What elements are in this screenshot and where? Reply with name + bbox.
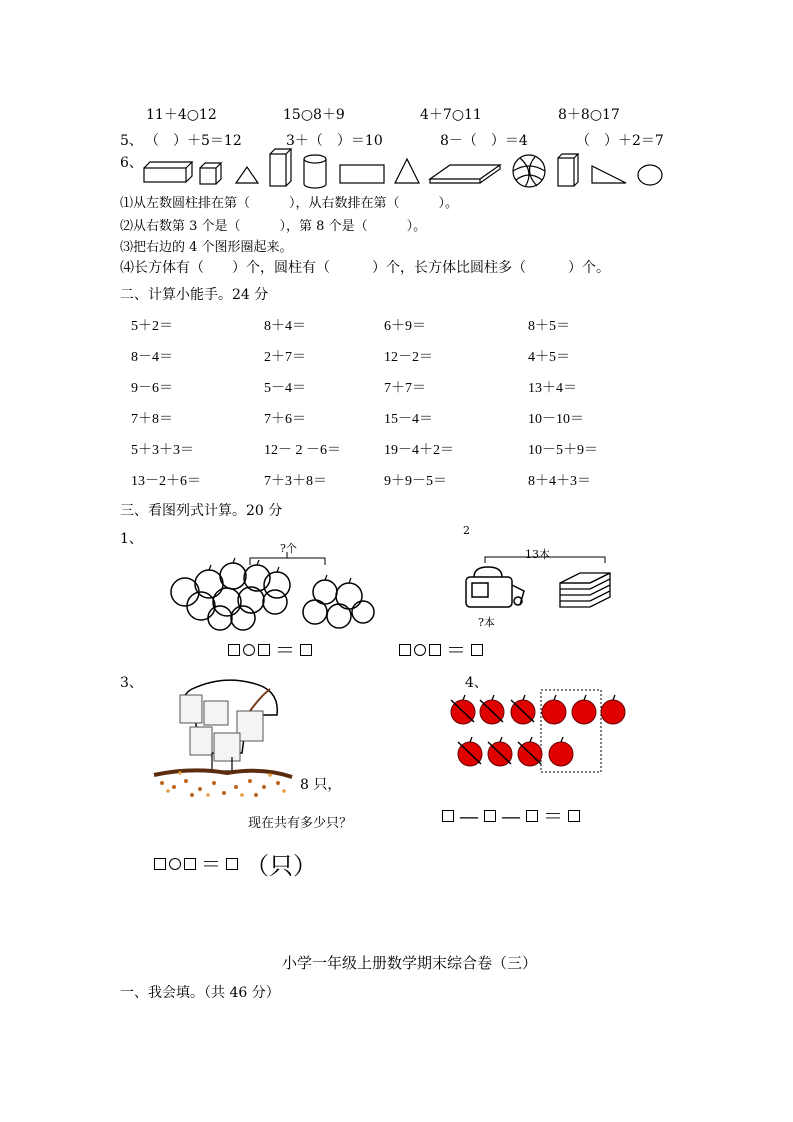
triangle-icon — [236, 167, 258, 183]
calc-item: 7＋6＝ — [264, 412, 306, 427]
problem4-number: 4、 — [465, 675, 488, 691]
cuboid-icon — [144, 162, 192, 182]
q5-item-4: （ ）＋2＝7 — [576, 133, 664, 149]
problem1-number: 1、 — [120, 531, 143, 547]
q6-sub-4: ⑷长方体有（ ）个，圆柱有（ ）个，长方体比圆柱多（ ）个。 — [120, 260, 610, 276]
problem2-number: 2 — [463, 524, 470, 537]
calc-item: 19－4＋2＝ — [384, 443, 454, 458]
compare-2: 15○8＋9 — [283, 107, 345, 123]
problem2-formula — [399, 638, 483, 662]
calc-item: 5＋3＋3＝ — [131, 443, 194, 458]
operator-circle[interactable] — [243, 644, 255, 656]
answer-box[interactable] — [526, 810, 538, 822]
flat-cuboid-icon — [430, 165, 500, 183]
calc-item: 6＋9＝ — [384, 319, 426, 334]
q5-item-2: 3＋（ ）＝10 — [286, 133, 383, 149]
operator-circle[interactable] — [169, 858, 181, 870]
calc-item: 8－4＝ — [131, 350, 173, 365]
answer-box[interactable] — [484, 810, 496, 822]
next-paper-title: 小学一年级上册数学期末综合卷（三） — [282, 954, 538, 972]
cube-icon — [200, 163, 221, 184]
compare-4: 8＋8○17 — [558, 107, 620, 123]
answer-box[interactable] — [184, 858, 196, 870]
shapes-row — [0, 148, 793, 188]
answer-box[interactable] — [568, 810, 580, 822]
apple-icon — [549, 737, 573, 766]
next-section1-title: 一、我会填。（共 46 分） — [120, 985, 280, 1001]
answer-box[interactable] — [399, 644, 411, 656]
calc-item: 15－4＝ — [384, 412, 433, 427]
apple-icon — [572, 695, 596, 724]
apple-icon — [488, 737, 512, 766]
compare-3: 4＋7○11 — [420, 107, 482, 123]
calc-item: 10－5＋9＝ — [528, 443, 598, 458]
calc-item: 7＋8＝ — [131, 412, 173, 427]
equals-sign: ＝ — [275, 638, 295, 662]
apple-icon — [480, 695, 504, 724]
minus-sign: — — [459, 804, 479, 828]
q5-item-3: 8－（ ）＝4 — [440, 133, 528, 149]
calc-item: 9＋9－5＝ — [384, 474, 447, 489]
problem3-number: 3、 — [120, 675, 143, 691]
problem1-formula — [228, 638, 312, 662]
section3-title: 三、看图列式计算。20 分 — [120, 503, 283, 519]
apples-picture — [165, 540, 375, 630]
problem3-formula — [154, 846, 317, 881]
ball-icon — [513, 155, 545, 187]
q5-item-1: （ ）＋5＝12 — [145, 133, 242, 149]
operator-circle[interactable] — [414, 644, 426, 656]
problem3-text-1: 8 只， — [300, 777, 342, 793]
problem3-text-2: 现在共有多少只？ — [248, 816, 353, 831]
tall-cuboid-icon-2 — [558, 154, 578, 186]
q5-number: 5、 — [120, 133, 143, 149]
calc-item: 12－2＝ — [384, 350, 433, 365]
circle-icon — [638, 165, 662, 185]
answer-box[interactable] — [154, 858, 166, 870]
apple-icon — [601, 695, 625, 724]
q6-sub-2: ⑵从右数第 3 个是（ ），第 8 个是（ ）。 — [120, 219, 427, 234]
calc-item: 2＋7＝ — [264, 350, 306, 365]
apple-icon — [518, 737, 542, 766]
calc-item: 13－2＋6＝ — [131, 474, 201, 489]
tall-cuboid-icon — [270, 149, 291, 186]
equals-sign: ＝ — [543, 804, 563, 828]
calc-item: 8＋4＋3＝ — [528, 474, 591, 489]
equals-sign: ＝ — [446, 638, 466, 662]
answer-box[interactable] — [228, 644, 240, 656]
calc-item: 8＋5＝ — [528, 319, 570, 334]
q6-number: 6、 — [120, 155, 143, 171]
apple-icon — [542, 695, 566, 724]
answer-box[interactable] — [471, 644, 483, 656]
tree-birds-picture — [152, 675, 302, 800]
problem1-label: ?个 — [280, 542, 297, 555]
section2-title: 二、计算小能手。24 分 — [120, 287, 269, 303]
answer-box[interactable] — [226, 858, 238, 870]
calc-item: 8＋4＝ — [264, 319, 306, 334]
answer-box[interactable] — [300, 644, 312, 656]
calc-item: 5－4＝ — [264, 381, 306, 396]
right-triangle-icon — [592, 166, 626, 183]
apple-icon — [511, 695, 535, 724]
calc-item: 5＋2＝ — [131, 319, 173, 334]
problem2-label-bottom: ?本 — [478, 616, 495, 629]
calc-item: 4＋5＝ — [528, 350, 570, 365]
problem4-formula — [442, 804, 580, 828]
rectangle-icon — [340, 165, 384, 183]
cylinder-icon — [304, 155, 326, 188]
apple-icon — [451, 695, 475, 724]
problem2-label-top: 13本 — [525, 548, 550, 561]
triangle-icon-2 — [395, 159, 419, 183]
calc-item: 9－6＝ — [131, 381, 173, 396]
answer-box[interactable] — [258, 644, 270, 656]
calc-item: 12－ 2 －6＝ — [264, 443, 341, 458]
calc-item: 10－10＝ — [528, 412, 584, 427]
compare-1: 11＋4○12 — [146, 107, 217, 123]
unit-label: （只） — [245, 852, 317, 880]
calc-item: 7＋3＋8＝ — [264, 474, 327, 489]
calc-item: 7＋7＝ — [384, 381, 426, 396]
minus-sign: — — [501, 804, 521, 828]
q6-sub-1: ⑴从左数圆柱排在第（ ），从右数排在第（ ）。 — [120, 196, 459, 211]
q6-sub-3: ⑶把右边的 4 个图形圈起来。 — [120, 240, 293, 255]
answer-box[interactable] — [442, 810, 454, 822]
apple-icon — [458, 737, 482, 766]
calc-item: 13＋4＝ — [528, 381, 577, 396]
equals-sign: ＝ — [201, 851, 221, 876]
red-apples-picture — [448, 688, 648, 778]
answer-box[interactable] — [429, 644, 441, 656]
